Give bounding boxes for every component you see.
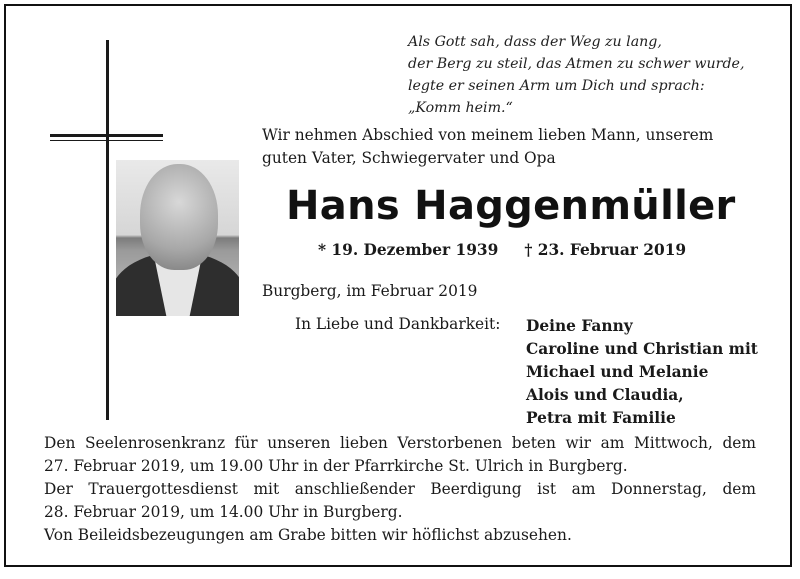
death-date: † 23. Februar 2019 (524, 241, 687, 259)
farewell-intro (262, 124, 713, 170)
cross-horizontal-bar (50, 134, 163, 137)
poem (408, 31, 744, 119)
intro-line: Wir nehmen Abschied von meinem lieben Mann, unserem (262, 126, 714, 144)
notice-line: Den Seelenrosenkranz für unseren lieben Verstorbenen beten wir am Mittwoch, dem (44, 434, 756, 452)
deceased-name: Hans Haggenmüller (286, 183, 736, 229)
mourner-name: Michael und Melanie (526, 363, 709, 381)
mourner-name: Petra mit Familie (526, 409, 676, 427)
place-date: Burgberg, im Februar 2019 (262, 282, 478, 300)
notice-line: Der Trauergottesdienst mit anschließender Beerdigung ist am Donnerstag, dem (44, 480, 756, 498)
notice-line: 28. Februar 2019, um 14.00 Uhr in Burgberg. (44, 503, 403, 521)
mourner-name: Alois und Claudia, (526, 386, 684, 404)
mourners-list (526, 315, 758, 430)
mourner-name: Caroline und Christian mit (526, 340, 758, 358)
mourner-name: Deine Fanny (526, 317, 633, 335)
portrait-head (140, 164, 218, 270)
portrait-photo (116, 160, 239, 316)
life-dates (318, 241, 686, 259)
obituary-notice (4, 4, 792, 567)
poem-line: „Komm heim.“ (408, 100, 513, 116)
poem-line: Als Gott sah, dass der Weg zu lang, (408, 34, 662, 50)
service-notice (44, 432, 756, 547)
cross-vertical-bar (106, 40, 109, 420)
intro-line: guten Vater, Schwiegervater und Opa (262, 149, 556, 167)
cross-horizontal-thin-bar (50, 140, 163, 141)
notice-line: Von Beileidsbezeugungen am Grabe bitten wir höflichst abzusehen. (44, 526, 572, 544)
mourners-label: In Liebe und Dankbarkeit: (295, 315, 501, 333)
poem-line: legte er seinen Arm um Dich und sprach: (408, 78, 705, 94)
notice-line: 27. Februar 2019, um 19.00 Uhr in der Pfarrkirche St. Ulrich in Burgberg. (44, 457, 628, 475)
poem-line: der Berg zu steil, das Atmen zu schwer wurde, (408, 56, 745, 72)
birth-date: * 19. Dezember 1939 (318, 241, 499, 259)
